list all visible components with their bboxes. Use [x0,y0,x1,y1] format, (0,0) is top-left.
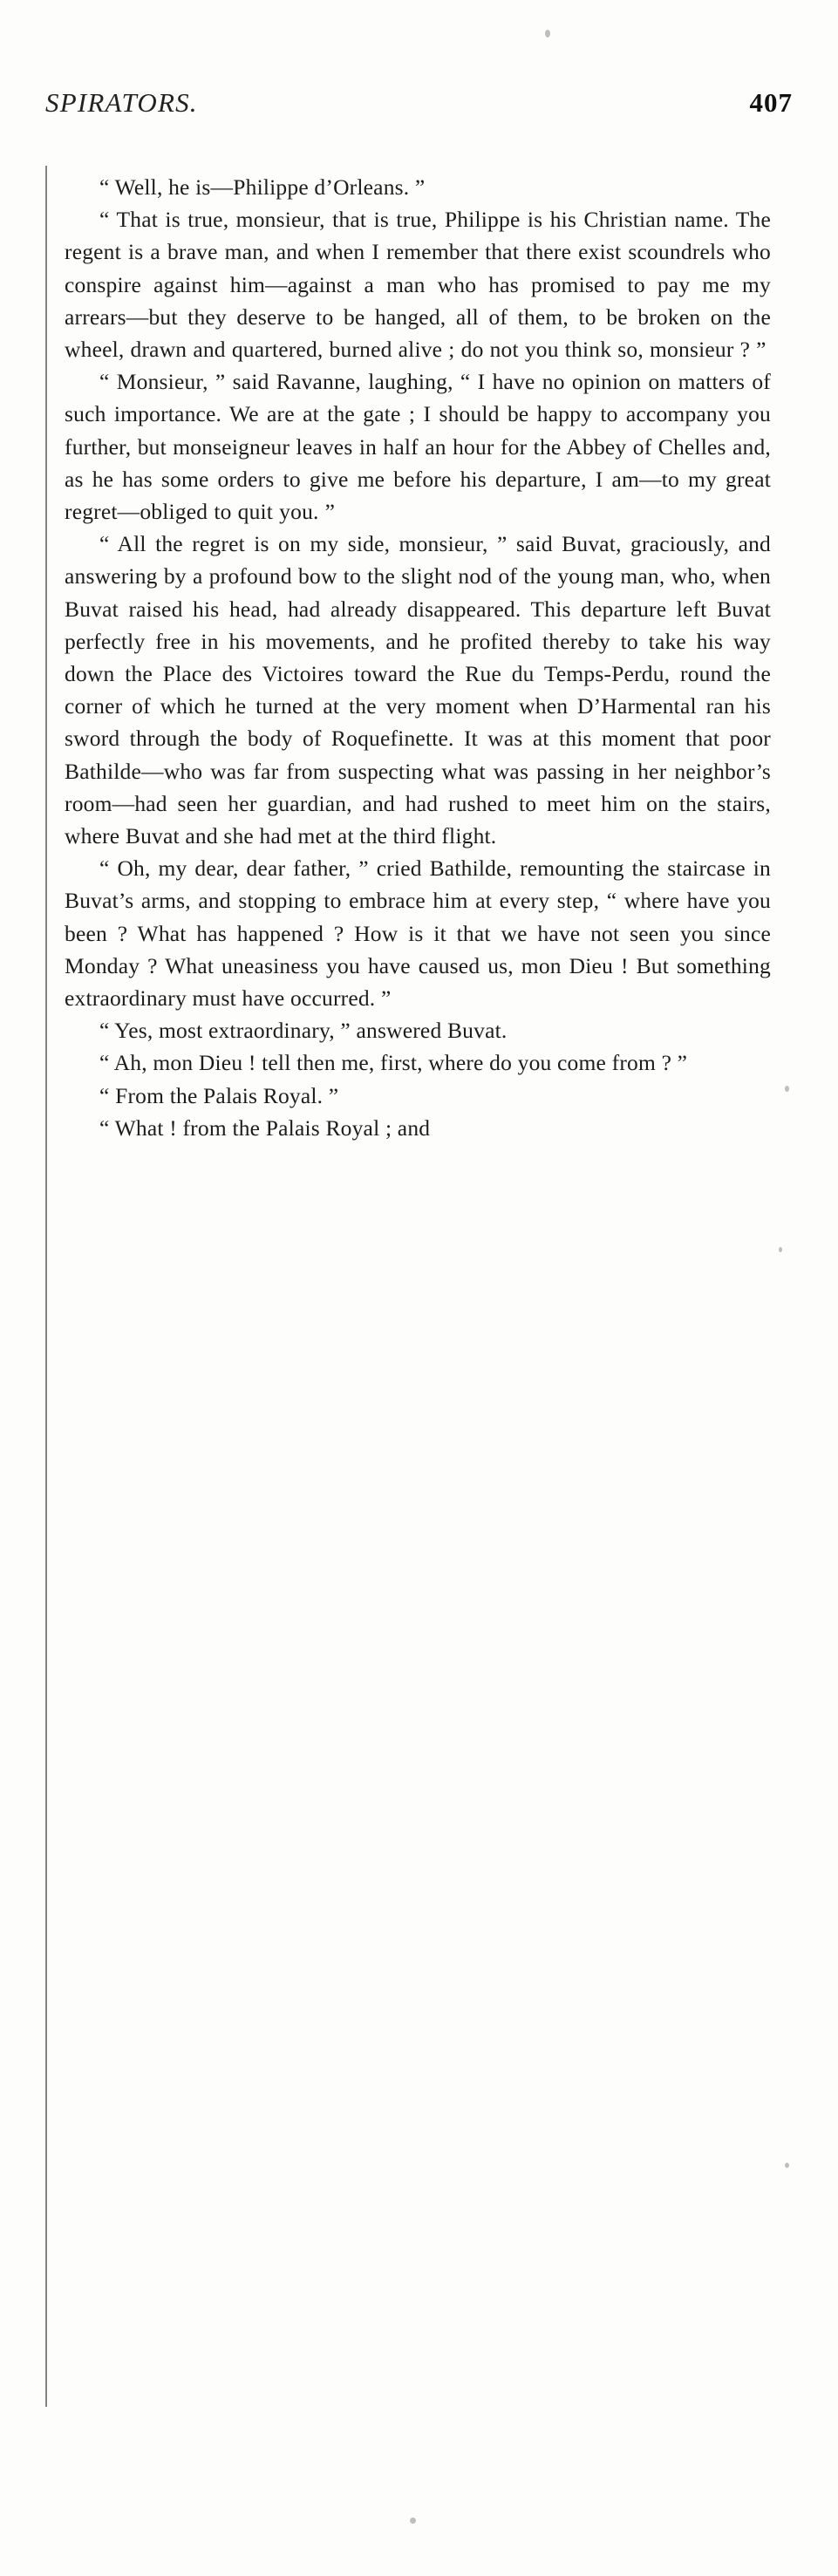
scan-speck [410,2518,416,2524]
paragraph: “ That is true, monsieur, that is true, Philippe is his Christian name. The regent is a brave man, and when I remember that there exist scoundrels who conspire against him—against a man who has promised to pay me my arrears—but they deserve to be hanged, all of them, to be broken on the wheel, drawn and quartered, burned alive ; do not you think so, monsieur ? ” [65,207,771,363]
paragraph: “ All the regret is on my side, monsieur, ” said Buvat, graciously, and answering by a profound bow to the slight nod of the young man, who, when Buvat raised his head, had already disappeared. This departure left Buvat perfectly free in his movements, and he profited thereby to take his way down the Place des Victoires toward the Rue du Temps-Perdu, round the corner of which he turned at the very moment when D’Harmental ran his sword through the body of Roquefinette. It was at this moment that poor Bathilde—who was far from suspecting what was passing in her neighbor’s room—had seen her guardian, and had rushed to meet him on the stairs, where Buvat and she had met at the third flight. [65,531,771,849]
scan-speck [779,1247,782,1252]
scan-speck [545,30,550,37]
scan-speck [785,1086,789,1092]
margin-rule [45,166,47,2407]
paragraph: “ From the Palais Royal. ” [99,1082,339,1108]
page-header [45,87,793,127]
paragraph: “ What ! from the Palais Royal ; and [99,1114,431,1141]
running-head: SPIRATORS. [45,87,198,118]
paragraph: “ Yes, most extraordinary, ” answered Buvat. [99,1018,508,1044]
paragraph: “ Oh, my dear, dear father, ” cried Bathilde, remounting the staircase in Buvat’s arms, and stopping to embrace him at every step, “ where have you been ? What has happened ? How is it that we have not seen you since Monday ? What uneasiness you have caused us, mon Dieu ! But something extraordinary must have occurred. ” [65,855,771,1012]
scan-speck [785,2163,789,2168]
paragraph: “ Monsieur, ” said Ravanne, laughing, “ I have no opinion on matters of such importance. We are at the gate ; I should be happy to accompany you further, but monseigneur leaves in half an hour for the Abbey of Chelles and, as he has some orders to give me before his departure, I am—to my great regret—obliged to quit you. ” [65,369,771,525]
body-text [65,171,771,1144]
paragraph: “ Well, he is—Philippe d’Orleans. ” [99,174,426,200]
page-number: 407 [749,87,793,118]
paragraph: “ Ah, mon Dieu ! tell then me, first, where do you come from ? ” [99,1050,688,1076]
